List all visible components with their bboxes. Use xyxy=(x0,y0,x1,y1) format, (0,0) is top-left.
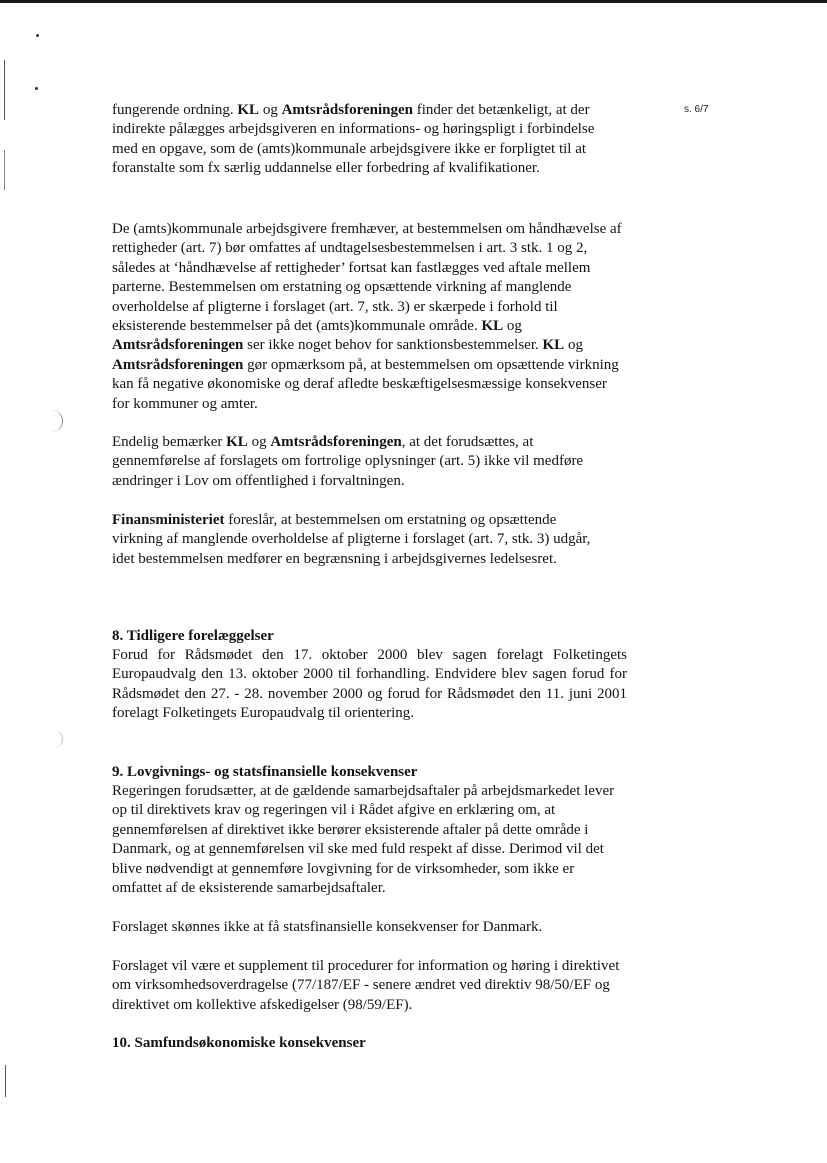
section-9-text-agreements: Regeringen forudsætter, at de gældende samarbejdsaftaler på arbejdsmarkedet lever op til direktivets krav og regeringen vil i Rådet afgive en erklæring om, at gennemførelsen af direktivet ikke berører eksisterende aftaler på dette område i Danmark, og at gennemførelsen vil ske med fuld respekt af disse. Derimod vil det blive nødvendigt at gennemføre lovgivning for de virksomheder, som ikke er omfattet af de eksisterende samarbejdsaftaler. xyxy=(112,783,615,897)
scan-artifact xyxy=(48,410,63,432)
punch-hole-mark xyxy=(36,34,39,37)
scan-edge-mark xyxy=(5,1065,6,1097)
scan-edge-mark xyxy=(4,150,5,190)
section-9-text-state-finance: Forslaget skønnes ikke at få statsfinansielle konsekvenser for Danmark. xyxy=(112,919,543,935)
punch-hole-mark xyxy=(35,87,38,90)
scan-artifact xyxy=(52,730,63,748)
paragraph-kl-amtsraad-concern: fungerende ordning. KL og Amtsrådsforeningen finder det betænkeligt, at der indirekte pålægges arbejdsgiveren en informations- og høringspligt i forbindelse med en opgave, som de (amts)kommunale arbejdsgivere ikke er forpligtet til at foranstalte som fx særlig uddannelse eller forbedring af kvalifikationer. xyxy=(112,102,595,177)
paragraph-confidential-information: Endelig bemærker KL og Amtsrådsforeningen, at det forudsættes, at gennemførelse af forslagets om fortrolige oplysninger (art. 5) ikke vil medføre ændringer i Lov om offentlighed i forvaltningen. xyxy=(112,434,584,489)
scan-edge-mark xyxy=(4,60,5,120)
section-heading-10: 10. Samfundsøkonomiske konsekvenser xyxy=(112,1035,366,1051)
section-heading-8: 8. Tidligere forelæggelser xyxy=(112,628,274,644)
page-number: s. 6/7 xyxy=(684,104,709,115)
section-9-text-supplement: Forslaget vil være et supplement til procedurer for information og høring i direktivet om virksomhedsoverdragelse (77/187/EF - senere ændret ved direktiv 98/50/EF og direktivet om kollektive afskedigelser (98/59/EF). xyxy=(112,958,620,1013)
section-8-text: Forud for Rådsmødet den 17. oktober 2000 blev sagen forelagt Folketingets Europaudvalg den 13. oktober 2000 til forhandling. Endvidere blev sagen forud for Rådsmødet den 27. - 28. november 2000 og forud for Rådsmødet den 11. juni 2001 forelagt Folketingets Europaudvalg til orientering. xyxy=(112,647,627,722)
paragraph-enforcement-of-rights: De (amts)kommunale arbejdsgivere fremhæver, at bestemmelsen om håndhævelse af rettigheder (art. 7) bør omfattes af undtagelsesbestemmelsen i art. 3 stk. 1 og 2, således at ‘håndhævelse af rettigheder’ fortsat kan fastlægges ved aftale mellem parterne. Bestemmelsen om erstatning og opsættende virkning af manglende overholdelse af pligterne i forslaget (art. 7, stk. 3) er skærpede i forhold til eksisterende bestemmelser på det (amts)kommunale område. KL og Amtsrådsforeningen ser ikke noget behov for sanktionsbestemmelser. KL og Amtsrådsforeningen gør opmærksom på, at bestemmelsen om opsættende virkning kan få negative økonomiske og deraf afledte beskæftigelsesmæssige konsekvenser for kommuner og amter. xyxy=(112,221,622,412)
scan-top-border xyxy=(0,0,827,3)
section-heading-9: 9. Lovgivnings- og statsfinansielle konsekvenser xyxy=(112,764,418,780)
paragraph-finansministeriet: Finansministeriet foreslår, at bestemmelsen om erstatning og opsættende virkning af manglende overholdelse af pligterne i forslaget (art. 7, stk. 3) udgår, idet bestemmelsen medfører en begrænsning i arbejdsgivernes ledelsesret. xyxy=(112,512,591,567)
